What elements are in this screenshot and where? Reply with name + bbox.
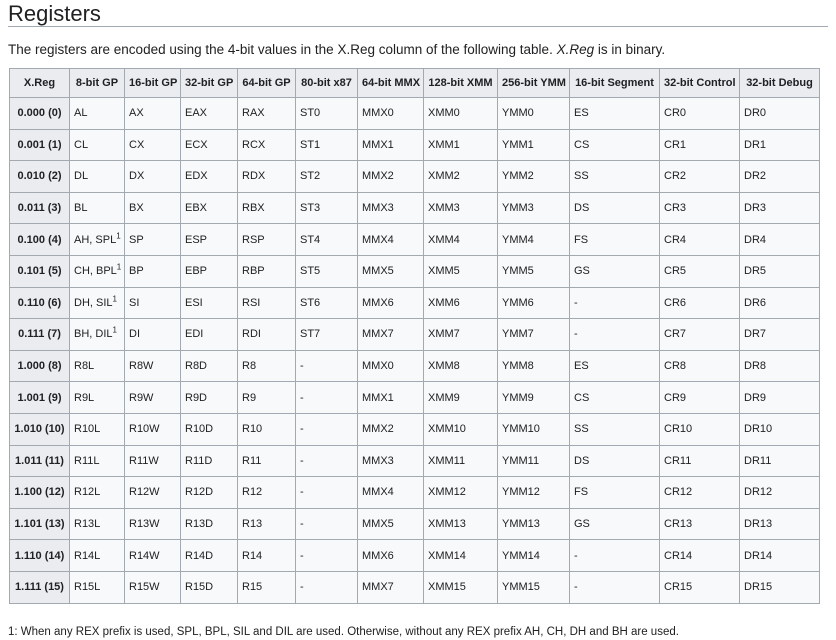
register-cell: RSI (238, 287, 296, 319)
gp8-cell (70, 224, 125, 256)
register-cell: DR13 (740, 508, 820, 540)
register-cell: XMM4 (424, 224, 498, 256)
register-cell: MMX4 (358, 477, 424, 509)
gp8-cell (70, 350, 125, 382)
register-cell: CR11 (660, 445, 740, 477)
xreg-cell: 0.111 (7) (10, 319, 70, 351)
register-cell: YMM3 (498, 192, 570, 224)
gp8-cell (70, 319, 125, 351)
register-cell: DR14 (740, 540, 820, 572)
gp8-cell (70, 192, 125, 224)
register-cell: DR10 (740, 413, 820, 445)
register-cell: ESP (181, 224, 238, 256)
gp8-value: R11L (74, 454, 100, 467)
gp8-cell (70, 98, 125, 130)
register-cell: YMM12 (498, 477, 570, 509)
register-cell: RBX (238, 192, 296, 224)
register-cell: DI (125, 319, 181, 351)
register-cell: - (296, 477, 358, 509)
register-cell: XMM2 (424, 161, 498, 193)
register-cell: YMM14 (498, 540, 570, 572)
gp8-value: BH, DIL (74, 328, 113, 341)
gp8-cell (70, 413, 125, 445)
intro-text: The registers are encoded using the 4-bit values in the X.Reg column of the following table. (8, 42, 557, 57)
register-cell: R15 (238, 571, 296, 603)
column-header: 64-bit GP (238, 69, 296, 98)
register-cell: YMM2 (498, 161, 570, 193)
gp8-value: R14L (74, 549, 101, 562)
table-header-row (10, 69, 820, 98)
column-header: 32-bit Control (660, 69, 740, 98)
register-cell: XMM15 (424, 571, 498, 603)
register-cell: CR12 (660, 477, 740, 509)
register-cell: MMX5 (358, 255, 424, 287)
register-cell: R10 (238, 413, 296, 445)
register-cell: DR12 (740, 477, 820, 509)
register-cell: ST6 (296, 287, 358, 319)
register-cell: ST5 (296, 255, 358, 287)
gp8-value: DH, SIL (74, 296, 113, 309)
register-cell: CR7 (660, 319, 740, 351)
registers-table (9, 68, 820, 604)
gp8-value: AL (74, 107, 88, 120)
register-cell: R12 (238, 477, 296, 509)
register-cell: DR0 (740, 98, 820, 130)
register-cell: MMX3 (358, 445, 424, 477)
register-cell: ST3 (296, 192, 358, 224)
register-cell: XMM13 (424, 508, 498, 540)
gp8-cell (70, 540, 125, 572)
register-cell: DR8 (740, 350, 820, 382)
register-cell: R11W (125, 445, 181, 477)
register-cell: R8W (125, 350, 181, 382)
register-cell: YMM4 (498, 224, 570, 256)
register-cell: DS (570, 445, 660, 477)
register-cell: DR11 (740, 445, 820, 477)
register-cell: R8 (238, 350, 296, 382)
table-row (10, 319, 820, 351)
table-row (10, 350, 820, 382)
register-cell: MMX4 (358, 224, 424, 256)
table-row (10, 255, 820, 287)
table-row (10, 382, 820, 414)
register-cell: YMM5 (498, 255, 570, 287)
register-cell: XMM7 (424, 319, 498, 351)
xreg-cell: 0.101 (5) (10, 255, 70, 287)
register-cell: R14W (125, 540, 181, 572)
register-cell: R13W (125, 508, 181, 540)
register-cell: DR1 (740, 129, 820, 161)
gp8-value: R12L (74, 486, 101, 499)
column-header: 80-bit x87 (296, 69, 358, 98)
register-cell: R11D (181, 445, 238, 477)
column-header: 16-bit Segment (570, 69, 660, 98)
register-cell: SI (125, 287, 181, 319)
register-cell: R10W (125, 413, 181, 445)
gp8-cell (70, 508, 125, 540)
register-cell: XMM9 (424, 382, 498, 414)
register-cell: MMX6 (358, 287, 424, 319)
register-cell: R15W (125, 571, 181, 603)
register-cell: RDX (238, 161, 296, 193)
register-cell: MMX3 (358, 192, 424, 224)
register-cell: DR6 (740, 287, 820, 319)
register-cell: MMX2 (358, 413, 424, 445)
table-row (10, 540, 820, 572)
register-cell: ESI (181, 287, 238, 319)
register-cell: SS (570, 161, 660, 193)
register-cell: R15D (181, 571, 238, 603)
register-cell: ST0 (296, 98, 358, 130)
register-cell: - (570, 319, 660, 351)
gp8-value: R8L (74, 360, 95, 373)
register-cell: XMM10 (424, 413, 498, 445)
column-header: 16-bit GP (125, 69, 181, 98)
register-cell: FS (570, 477, 660, 509)
register-cell: ST1 (296, 129, 358, 161)
register-cell: CR13 (660, 508, 740, 540)
register-cell: SP (125, 224, 181, 256)
register-cell: DS (570, 192, 660, 224)
xreg-cell: 1.101 (13) (10, 508, 70, 540)
register-cell: R9D (181, 382, 238, 414)
gp8-value: CH, BPL (74, 265, 117, 278)
register-cell: EBX (181, 192, 238, 224)
register-cell: - (296, 540, 358, 572)
gp8-cell (70, 255, 125, 287)
register-cell: R12W (125, 477, 181, 509)
table-row (10, 477, 820, 509)
register-cell: R8D (181, 350, 238, 382)
register-cell: EAX (181, 98, 238, 130)
register-cell: - (296, 382, 358, 414)
register-cell: ES (570, 350, 660, 382)
gp8-cell (70, 161, 125, 193)
register-cell: R13 (238, 508, 296, 540)
register-cell: CR15 (660, 571, 740, 603)
xreg-cell: 0.001 (1) (10, 129, 70, 161)
xreg-cell: 1.011 (11) (10, 445, 70, 477)
table-row (10, 129, 820, 161)
column-header: 256-bit YMM (498, 69, 570, 98)
register-cell: R10D (181, 413, 238, 445)
register-cell: DR5 (740, 255, 820, 287)
register-cell: YMM8 (498, 350, 570, 382)
register-cell: CR14 (660, 540, 740, 572)
register-cell: CS (570, 382, 660, 414)
register-cell: CR8 (660, 350, 740, 382)
register-cell: YMM0 (498, 98, 570, 130)
register-cell: - (296, 413, 358, 445)
register-cell: GS (570, 255, 660, 287)
register-cell: MMX1 (358, 382, 424, 414)
register-cell: DR15 (740, 571, 820, 603)
register-cell: - (296, 445, 358, 477)
table-row (10, 192, 820, 224)
intro-paragraph (8, 40, 836, 60)
xreg-cell: 1.001 (9) (10, 382, 70, 414)
register-cell: YMM1 (498, 129, 570, 161)
footnote-ref[interactable]: 1 (112, 325, 117, 335)
gp8-cell (70, 287, 125, 319)
register-cell: MMX2 (358, 161, 424, 193)
register-cell: YMM10 (498, 413, 570, 445)
register-cell: MMX1 (358, 129, 424, 161)
register-cell: YMM9 (498, 382, 570, 414)
register-cell: YMM13 (498, 508, 570, 540)
gp8-cell (70, 382, 125, 414)
gp8-value: R9L (74, 391, 95, 404)
intro-text-end: is in binary. (594, 42, 666, 57)
gp8-cell (70, 129, 125, 161)
register-cell: RBP (238, 255, 296, 287)
register-cell: DR7 (740, 319, 820, 351)
register-cell: DR9 (740, 382, 820, 414)
table-row (10, 508, 820, 540)
register-cell: CR1 (660, 129, 740, 161)
register-cell: BP (125, 255, 181, 287)
section-heading: Registers (8, 0, 828, 27)
register-cell: RCX (238, 129, 296, 161)
register-cell: MMX6 (358, 540, 424, 572)
register-cell: ES (570, 98, 660, 130)
register-cell: CR2 (660, 161, 740, 193)
register-cell: EDX (181, 161, 238, 193)
register-cell: - (570, 571, 660, 603)
register-cell: YMM7 (498, 319, 570, 351)
register-cell: XMM14 (424, 540, 498, 572)
register-cell: RAX (238, 98, 296, 130)
register-cell: MMX0 (358, 98, 424, 130)
register-cell: R14 (238, 540, 296, 572)
register-cell: R9W (125, 382, 181, 414)
register-cell: AX (125, 98, 181, 130)
register-cell: FS (570, 224, 660, 256)
register-cell: EBP (181, 255, 238, 287)
register-cell: R12D (181, 477, 238, 509)
xreg-cell: 1.000 (8) (10, 350, 70, 382)
gp8-value: BL (74, 202, 88, 215)
register-cell: DR4 (740, 224, 820, 256)
register-cell: - (296, 350, 358, 382)
xreg-cell: 1.110 (14) (10, 540, 70, 572)
register-cell: CR3 (660, 192, 740, 224)
register-cell: ECX (181, 129, 238, 161)
table-row (10, 161, 820, 193)
register-cell: CR4 (660, 224, 740, 256)
register-cell: XMM5 (424, 255, 498, 287)
xreg-cell: 1.100 (12) (10, 477, 70, 509)
table-row (10, 98, 820, 130)
footnote-ref[interactable]: 1 (112, 294, 117, 304)
table-row (10, 224, 820, 256)
register-cell: SS (570, 413, 660, 445)
gp8-cell (70, 445, 125, 477)
table-row (10, 413, 820, 445)
table-row (10, 445, 820, 477)
register-cell: ST7 (296, 319, 358, 351)
register-cell: - (570, 540, 660, 572)
register-cell: ST2 (296, 161, 358, 193)
register-cell: R14D (181, 540, 238, 572)
register-cell: CR6 (660, 287, 740, 319)
register-cell: CR0 (660, 98, 740, 130)
register-cell: EDI (181, 319, 238, 351)
table-body (10, 98, 820, 604)
register-cell: - (296, 571, 358, 603)
register-cell: XMM0 (424, 98, 498, 130)
table-row (10, 287, 820, 319)
gp8-cell (70, 571, 125, 603)
register-cell: YMM15 (498, 571, 570, 603)
register-cell: YMM11 (498, 445, 570, 477)
gp8-value: DL (74, 170, 89, 183)
register-cell: CR9 (660, 382, 740, 414)
register-cell: R11 (238, 445, 296, 477)
register-cell: DR2 (740, 161, 820, 193)
intro-emphasis: X.Reg (556, 42, 595, 57)
register-cell: MMX5 (358, 508, 424, 540)
register-cell: BX (125, 192, 181, 224)
xreg-cell: 0.010 (2) (10, 161, 70, 193)
xreg-cell: 0.110 (6) (10, 287, 70, 319)
gp8-value: R15L (74, 581, 101, 594)
register-cell: DR3 (740, 192, 820, 224)
register-cell: XMM11 (424, 445, 498, 477)
register-cell: DX (125, 161, 181, 193)
register-cell: CX (125, 129, 181, 161)
gp8-cell (70, 477, 125, 509)
register-cell: R13D (181, 508, 238, 540)
footnote-ref[interactable]: 1 (116, 231, 121, 241)
register-cell: MMX7 (358, 571, 424, 603)
register-cell: CS (570, 129, 660, 161)
footnote-ref[interactable]: 1 (116, 262, 122, 272)
column-header: 8-bit GP (70, 69, 125, 98)
register-cell: GS (570, 508, 660, 540)
xreg-cell: 0.011 (3) (10, 192, 70, 224)
table-row (10, 571, 820, 603)
xreg-cell: 1.111 (15) (10, 571, 70, 603)
register-cell: YMM6 (498, 287, 570, 319)
register-cell: - (296, 508, 358, 540)
register-cell: XMM1 (424, 129, 498, 161)
register-cell: RDI (238, 319, 296, 351)
column-header: 64-bit MMX (358, 69, 424, 98)
register-cell: ST4 (296, 224, 358, 256)
register-cell: XMM8 (424, 350, 498, 382)
register-cell: R9 (238, 382, 296, 414)
register-cell: CR10 (660, 413, 740, 445)
register-cell: RSP (238, 224, 296, 256)
column-header: 128-bit XMM (424, 69, 498, 98)
column-header: 32-bit Debug (740, 69, 820, 98)
register-cell: XMM6 (424, 287, 498, 319)
register-cell: - (570, 287, 660, 319)
register-cell: CR5 (660, 255, 740, 287)
xreg-cell: 0.100 (4) (10, 224, 70, 256)
register-cell: MMX0 (358, 350, 424, 382)
gp8-value: R10L (74, 423, 101, 436)
gp8-value: CL (74, 138, 89, 151)
gp8-value: R13L (74, 518, 101, 531)
column-header: X.Reg (10, 69, 70, 98)
register-cell: MMX7 (358, 319, 424, 351)
register-cell: XMM12 (424, 477, 498, 509)
register-cell: XMM3 (424, 192, 498, 224)
footnote: 1: When any REX prefix is used, SPL, BPL, SIL and DIL are used. Otherwise, without any REX prefix AH, CH, DH and BH are used. (8, 625, 679, 638)
xreg-cell: 0.000 (0) (10, 98, 70, 130)
xreg-cell: 1.010 (10) (10, 413, 70, 445)
gp8-value: AH, SPL (74, 233, 117, 246)
column-header: 32-bit GP (181, 69, 238, 98)
